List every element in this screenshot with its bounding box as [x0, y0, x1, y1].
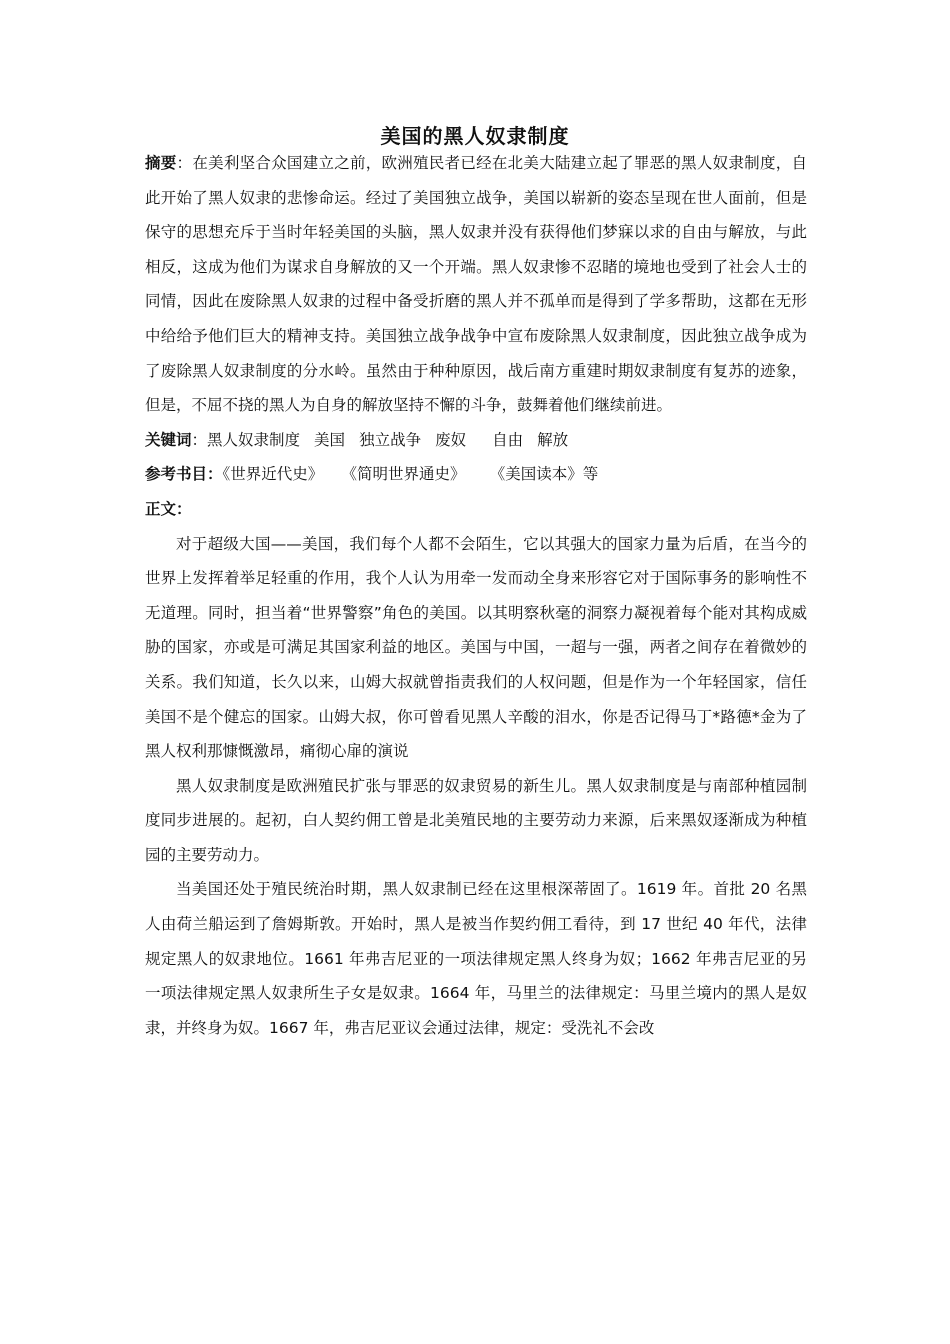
keyword-item: 黑人奴隶制度 [207, 430, 301, 449]
reference-item: 《世界近代史》 [222, 465, 324, 484]
body-label: 正文： [145, 499, 192, 518]
abstract-text: ：在美利坚合众国建立之前，欧洲殖民者已经在北美大陆建立起了罪恶的黑人奴隶制度，自此开始了黑人奴隶的悲惨命运。经过了美国独立战争，美国以崭新的姿态呈现在世人面前，但是保守的思想充斥于当时年轻美国的头脑，黑人奴隶并没有获得他们梦寐以求的自由与解放，与此相反，这成为他们为谋求自身解放的又一个开端。黑人奴隶惨不忍睹的境地也受到了社会人士的同情，因此在废除黑人奴隶的过程中备受折磨的黑人并不孤单而是得到了学多帮助，这都在无形中给给予他们巨大的精神支持。美国独立战争战争中宣布废除黑人奴隶制度，因此独立战争成为了废除黑人奴隶制度的分水岭。虽然由于种种原因，战后南方重建时期奴隶制度有复苏的迹象，但是，不屈不挠的黑人为自身的解放坚持不懈的斗争，鼓舞着他们继续前进。 [145, 154, 807, 415]
body-paragraph: 对于超级大国——美国，我们每个人都不会陌生，它以其强大的国家力量为后盾，在当今的世界上发挥着举足轻重的作用，我个人认为用牵一发而动全身来形容它对于国际事务的影响性不无道理。同时，担当着“世界警察”角色的美国。以其明察秋毫的洞察力凝视着每个能对其构成威胁的国家，亦或是可满足其国家利益的地区。美国与中国，一超与一强，两者之间存在着微妙的关系。我们知道，长久以来，山姆大叔就曾指责我们的人权问题，但是作为一个年轻国家，信任美国不是个健忘的国家。山姆大叔，你可曾看见黑人辛酸的泪水，你是否记得马丁*路德*金为了黑人权利那慷慨激昂，痛彻心扉的演说 [145, 534, 807, 761]
reference-item: 《美国读本》等 [497, 465, 599, 484]
document-content [145, 146, 807, 1045]
document-title: 美国的黑人奴隶制度 [380, 124, 570, 148]
reference-item: 《简明世界通史》 [349, 465, 466, 484]
body-paragraph: 黑人奴隶制度是欧洲殖民扩张与罪恶的奴隶贸易的新生儿。黑人奴隶制度是与南部种植园制度同步进展的。起初，白人契约佣工曾是北美殖民地的主要劳动力来源，后来黑奴逐渐成为种植园的主要劳动力。 [145, 776, 807, 864]
keywords-separator: ： [191, 430, 208, 449]
keyword-item: 美国 [314, 430, 346, 449]
references [145, 457, 807, 492]
keywords-label: 关键词 [145, 430, 192, 449]
keyword-item: 废奴 [435, 430, 467, 449]
abstract [145, 146, 807, 423]
keywords [145, 423, 807, 458]
keyword-item: 解放 [537, 430, 569, 449]
keyword-item: 自由 [492, 430, 524, 449]
references-label: 参考书目： [145, 465, 223, 484]
abstract-label: 摘要 [145, 154, 177, 172]
body-paragraph: 当美国还处于殖民统治时期，黑人奴隶制已经在这里根深蒂固了。1619 年。首批 20 名黑人由荷兰船运到了詹姆斯敦。开始时，黑人是被当作契约佣工看待，到 17 世纪 40 年代，法律规定黑人的奴隶地位。1661 年弗吉尼亚的一项法律规定黑人终身为奴；1662 年弗吉尼亚的另一项法律规定黑人奴隶所生子女是奴隶。1664 年，马里兰的法律规定：马里兰境内的黑人是奴隶，并终身为奴。1667 年，弗吉尼亚议会通过法律，规定：受洗礼不会改 [145, 880, 807, 1037]
keyword-item: 独立战争 [359, 430, 422, 449]
